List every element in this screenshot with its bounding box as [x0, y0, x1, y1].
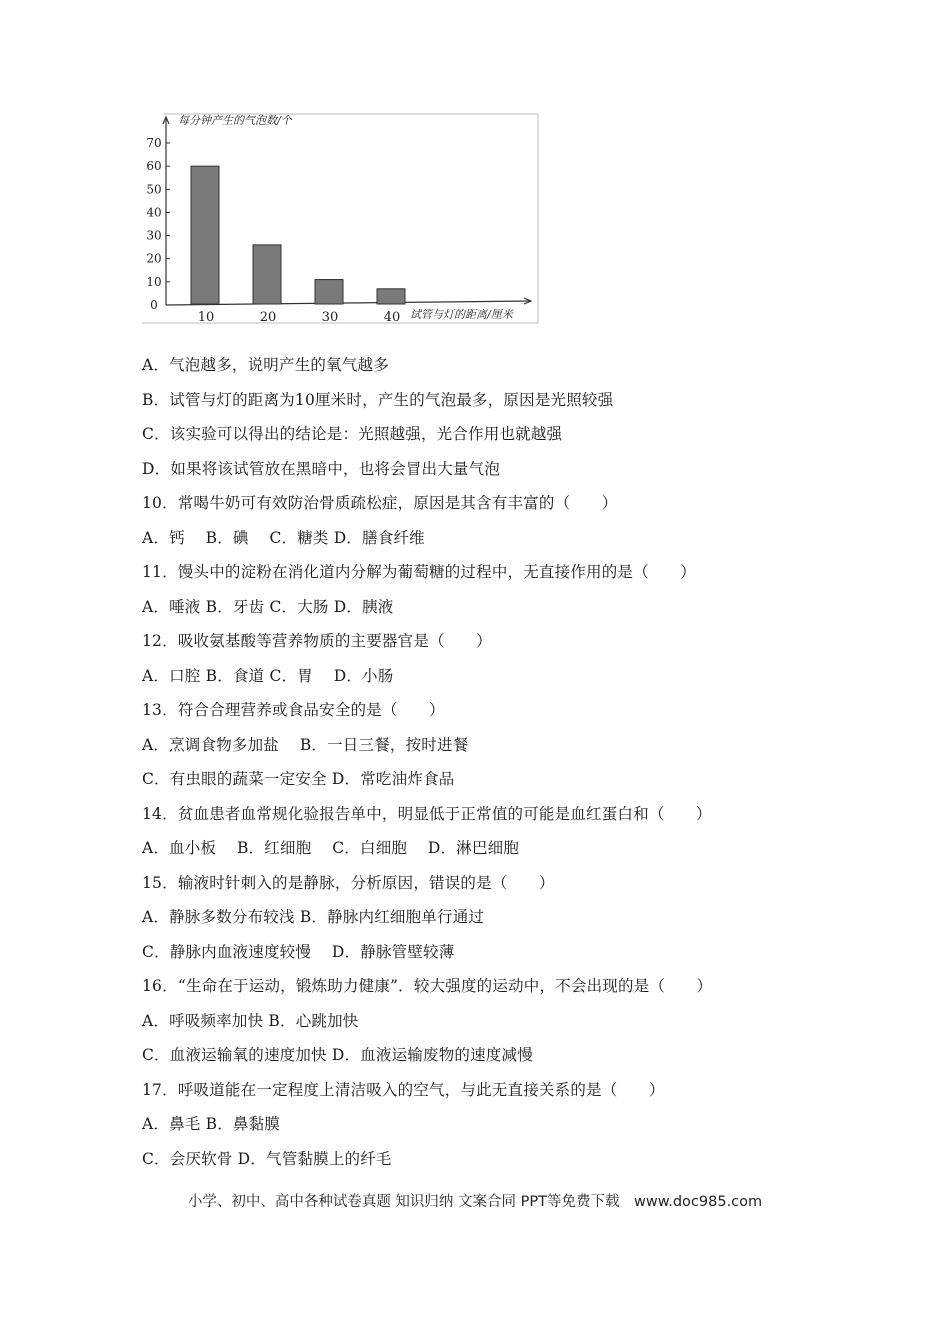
y-tick-label: 30	[146, 228, 162, 243]
x-tick-label: 20	[259, 310, 277, 325]
y-tick-label: 60	[146, 159, 162, 174]
options-14: A．血小板 B．红细胞 C．白细胞 D．淋巴细胞	[142, 839, 520, 857]
bar-chart	[142, 113, 540, 325]
x-tick-label: 30	[321, 310, 339, 325]
options-13-cd: C．有虫眼的蔬菜一定安全 D．常吃油炸食品	[142, 770, 455, 788]
options-11: A．唾液 B．牙齿 C．大肠 D．胰液	[142, 597, 394, 616]
y-tick-label: 20	[146, 251, 162, 266]
question-10: 10．常喝牛奶可有效防治骨质疏松症，原因是其含有丰富的（ ）	[142, 494, 618, 512]
text-line: C．该实验可以得出的结论是：光照越强，光合作用也就越强	[142, 425, 563, 443]
bar	[253, 245, 281, 304]
options-17-cd: C．会厌软骨 D．气管黏膜上的纤毛	[142, 1149, 392, 1168]
question-17: 17．呼吸道能在一定程度上清洁吸入的空气，与此无直接关系的是（ ）	[142, 1080, 665, 1099]
options-16-cd: C．血液运输氧的速度加快 D．血液运输废物的速度减慢	[142, 1046, 533, 1064]
options-15-ab: A．静脉多数分布较浅 B．静脉内红细胞单行通过	[142, 908, 485, 926]
y-tick-label: 10	[146, 274, 162, 289]
y-tick-label: 0	[150, 298, 158, 312]
x-tick-label: 40	[383, 310, 401, 325]
text-line: A．气泡越多，说明产生的氧气越多	[142, 356, 389, 374]
bar	[191, 166, 219, 304]
question-lines	[142, 348, 862, 1176]
options-16-ab: A．呼吸频率加快 B．心跳加快	[142, 1011, 359, 1030]
text-line: D．如果将该试管放在黑暗中，也将会冒出大量气泡	[142, 459, 501, 478]
question-11: 11．馒头中的淀粉在消化道内分解为葡萄糖的过程中，无直接作用的是（ ）	[142, 563, 696, 581]
question-15: 15．输液时针刺入的是静脉，分析原因，错误的是（ ）	[142, 873, 555, 892]
question-13: 13．符合合理营养或食品安全的是（ ）	[142, 701, 445, 719]
x-axis	[166, 301, 530, 305]
options-15-cd: C．静脉内血液速度较慢 D．静脉管壁较薄	[142, 942, 455, 961]
y-tick-label: 40	[146, 205, 162, 220]
options-12: A．口腔 B．食道 C．胃 D．小肠	[142, 666, 394, 685]
y-axis-label: 每分钟产生的气泡数/个	[178, 114, 292, 127]
y-tick-label: 50	[146, 182, 162, 197]
x-axis-label: 试管与灯的距离/厘米	[410, 308, 513, 321]
question-14: 14．贫血患者血常规化验报告单中，明显低于正常值的可能是血红蛋白和（ ）	[142, 804, 712, 823]
bar	[377, 289, 405, 304]
options-10: A．钙 B．碘 C．糖类 D．膳食纤维	[142, 528, 425, 547]
options-17-ab: A．鼻毛 B．鼻黏膜	[142, 1115, 281, 1133]
bar-chart-svg	[142, 113, 540, 325]
question-12: 12．吸收氨基酸等营养物质的主要器官是（ ）	[142, 632, 492, 650]
bar	[315, 280, 343, 304]
page-footer: 小学、初中、高中各种试卷真题 知识归纳 文案合同 PPT等免费下载 www.doc985.com	[187, 1194, 763, 1210]
options-13-ab: A．烹调食物多加盐 B．一日三餐，按时进餐	[142, 735, 469, 754]
y-tick-label: 70	[146, 136, 162, 150]
text-line: B．试管与灯的距离为10厘米时，产生的气泡最多，原因是光照较强	[142, 390, 614, 409]
question-16: 16．“生命在于运动，锻炼助力健康”．较大强度的运动中，不会出现的是（ ）	[142, 977, 713, 995]
x-tick-label: 10	[197, 310, 215, 325]
